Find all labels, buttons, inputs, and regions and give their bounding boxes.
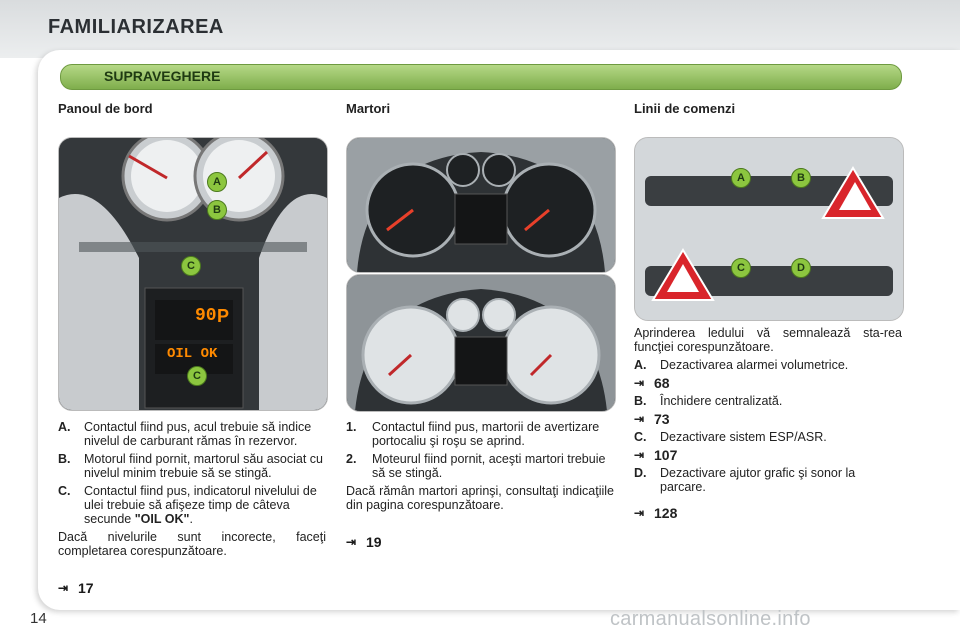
marker-c-upper: C <box>181 256 201 276</box>
cluster-photo-1 <box>346 137 616 273</box>
page-title: FAMILIARIZAREA <box>48 16 224 38</box>
list-item: C. Dezactivare sistem ESP/ASR. <box>634 430 827 444</box>
marker-b: B <box>207 200 227 220</box>
double-arrow-right-icon: ⇥ <box>58 581 69 595</box>
list-item: A. Dezactivarea alarmei volumetrice. <box>634 358 849 372</box>
page-reference-68[interactable]: ⇥ 68 <box>634 375 670 391</box>
marker-a-console: A <box>731 168 751 188</box>
control-strip-text <box>634 326 902 520</box>
cluster-photo-2 <box>346 274 616 412</box>
double-arrow-right-icon: ⇥ <box>346 535 357 549</box>
display-oil-status: OIL OK <box>167 346 218 362</box>
double-arrow-right-icon: ⇥ <box>634 376 645 390</box>
control-strip-photo <box>634 137 904 321</box>
page-reference-107[interactable]: ⇥ 107 <box>634 447 678 463</box>
heading-dashboard: Panoul de bord <box>58 101 153 116</box>
page-reference-128[interactable]: ⇥ 128 <box>634 505 678 521</box>
heading-control-strip: Linii de comenzi <box>634 101 736 116</box>
warning-lights-text <box>346 420 614 512</box>
watermark: carmanualsonline.info <box>610 608 811 630</box>
dashboard-paragraph: Dacă nivelurile sunt incorecte, faceţi completarea corespunzătoare. <box>58 530 326 558</box>
marker-b-console: B <box>791 168 811 188</box>
page-number: 14 <box>30 610 47 627</box>
double-arrow-right-icon: ⇥ <box>634 448 645 462</box>
marker-d-console: D <box>791 258 811 278</box>
double-arrow-right-icon: ⇥ <box>634 506 645 520</box>
dashboard-photo <box>58 137 328 411</box>
control-strip-intro: Aprinderea ledului vă semnalează sta-rea funcţiei corespunzătoare. <box>634 326 902 354</box>
display-fuel-value: 90 <box>195 306 217 326</box>
list-item: B. Motorul fiind pornit, martorul său asociat cu nivelul minim trebuie să se stingă. <box>58 452 323 480</box>
marker-a: A <box>207 172 227 192</box>
page-reference-17[interactable]: ⇥ 17 <box>58 580 94 596</box>
cluster-illustration-1 <box>347 138 615 272</box>
section-title: SUPRAVEGHERE <box>104 68 221 84</box>
list-item: D. Dezactivare ajutor grafic şi sonor la parcare. <box>634 466 856 494</box>
list-item: A. Contactul fiind pus, acul trebuie să indice nivelul de carburant rămas în rezervor. <box>58 420 312 448</box>
control-strip-illustration <box>635 138 903 320</box>
list-item: C. Contactul fiind pus, indicatorul nivelului de ulei trebuie să afişeze timp de câteva secunde "OIL OK". <box>58 484 317 526</box>
page-reference-19[interactable]: ⇥ 19 <box>346 534 382 550</box>
marker-c-lower: C <box>187 366 207 386</box>
page-reference-73[interactable]: ⇥ 73 <box>634 411 670 427</box>
marker-c-console: C <box>731 258 751 278</box>
display-gear: P <box>217 306 230 326</box>
cluster-illustration-2 <box>347 275 615 411</box>
double-arrow-right-icon: ⇥ <box>634 412 645 426</box>
list-item: B. Închidere centralizată. <box>634 394 783 408</box>
warning-lights-paragraph: Dacă rămân martori aprinşi, consultaţi indicaţiile din pagina corespunzătoare. <box>346 484 614 512</box>
dashboard-text <box>58 420 326 558</box>
heading-warning-lights: Martori <box>346 101 391 116</box>
list-item: 1. Contactul fiind pus, martorii de avertizare portocaliu şi roşu se aprind. <box>346 420 600 448</box>
list-item: 2. Moteurul fiind pornit, aceşti martori trebuie să se stingă. <box>346 452 606 480</box>
